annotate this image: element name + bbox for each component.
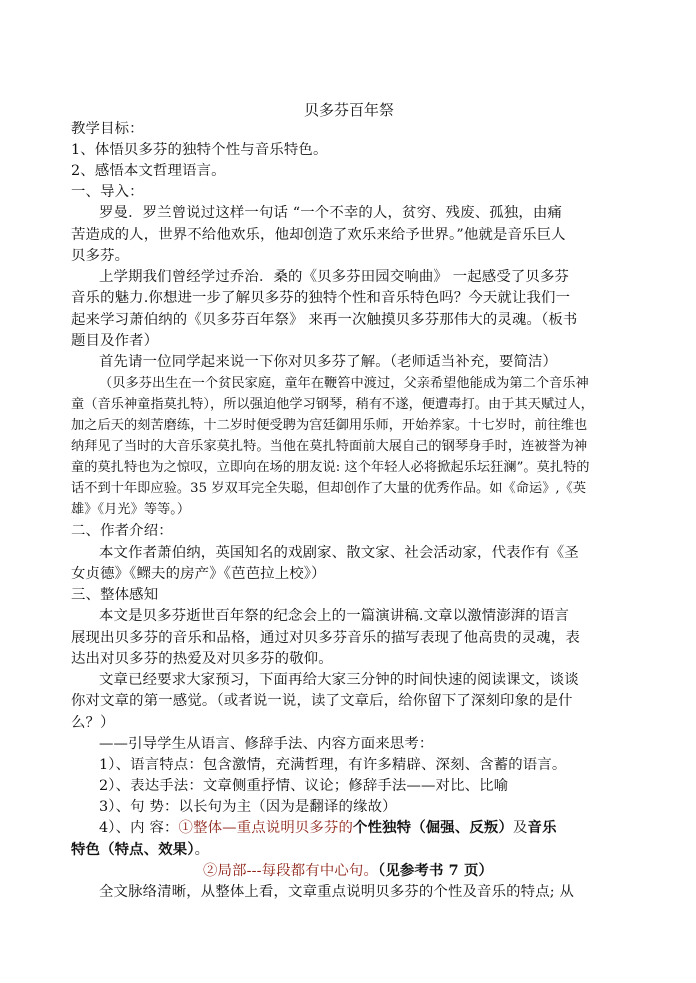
sentence-line: 3）、句 势：以长句为主（因为是翻译的缘故） (99, 799, 397, 815)
guide-line: ——引导学生从语言、修辞手法、内容方面来思考： (99, 736, 434, 752)
paragraph-line: 全文脉络清晰，从整体上看，文章重点说明贝多芬的个性及音乐的特点; 从 (99, 884, 575, 900)
paragraph-line: 文章已经要求大家预习，下面再给大家三分钟的时间快速的阅读课文，谈谈 (99, 672, 579, 688)
section-intro-heading: 一、导入： (71, 184, 144, 200)
paragraph-line: 首先请一位同学起来说一下你对贝多芬了解。（老师适当补充，要简洁） (99, 354, 558, 370)
section-overview-heading: 三、整体感知 (71, 587, 159, 603)
paragraph-line: 展现出贝多芬的音乐和品格，通过对贝多芬音乐的描写表现了他高贵的灵魂，表 (71, 630, 580, 646)
content-prefix: 4）、内 容： (99, 820, 179, 836)
paragraph-line: 贝多芬。 (71, 248, 130, 264)
content-music-features: 特色（特点、效果） (71, 841, 195, 858)
expression-line: 2）、表达手法：文章侧重抒情、议论；修辞手法——对比、比喻 (99, 778, 509, 794)
content-line-2 (71, 839, 209, 861)
paragraph-line: 达出对贝多芬的热爱及对贝多芬的敬仰。 (71, 651, 333, 667)
local-central-sentence: ②局部---每段都有中心句。 (203, 863, 378, 879)
paragraph-line: 本文作者萧伯纳，英国知名的戏剧家、散文家、社会活动家，代表作有《圣 (99, 545, 579, 561)
section-author-heading: 二、作者介绍： (71, 523, 173, 539)
objective-2: 2、感悟本文哲理语言。 (71, 163, 226, 179)
paragraph-line: 起来学习萧伯纳的《贝多芬百年祭》 来再一次触摸贝多芬那伟大的灵魂。（板书 (71, 312, 578, 328)
bio-line: 童（音乐神童指莫扎特），所以强迫他学习钢琴，稍有不遂，便遭毒打。由于其天赋过人， (71, 397, 594, 412)
content-music: 音乐 (527, 819, 557, 836)
bio-line: 加之后天的刻苦磨练，十二岁时便受聘为宫廷御用乐师，开始养家。十七岁时，前往维也 (71, 418, 588, 433)
language-feature-line: 1）、语言特点：包含激情，充满哲理，有许多精辟、深刻、含蓄的语言。 (99, 757, 567, 773)
paragraph-line: 上学期我们曾经学过乔治．桑的《贝多芬田园交响曲》 一起感受了贝多芬 (99, 269, 570, 285)
paragraph-line: 音乐的魅力.你想进一步了解贝多芬的独特个性和音乐特色吗？今天就让我们一 (71, 290, 571, 306)
paragraph-line: 本文是贝多芬逝世百年祭的纪念会上的一篇演讲稿.文章以激情澎湃的语言 (99, 608, 570, 624)
content-and: 及 (513, 820, 528, 836)
objectives-heading: 教学目标： (71, 121, 144, 137)
local-reference: （见参考书 7 页） (378, 862, 494, 879)
content-overall: ①整体—重点说明贝多芬的 (178, 820, 354, 836)
objective-1: 1、体悟贝多芬的独特个性与音乐特色。 (71, 142, 328, 158)
paragraph-line: 你对文章的第一感觉。（或者说一说，读了文章后，给你留下了深刻印象的是什 (71, 693, 573, 709)
paragraph-line: 苦造成的人，世界不给他欢乐，他却创造了欢乐来给予世界。”他就是音乐巨人 (71, 227, 566, 243)
bio-line: 话不到十年即应验。35 岁双耳完全失聪，但却创作了大量的优秀作品。如《命运》,《英 (71, 481, 587, 496)
local-line (203, 860, 493, 882)
bio-line: （贝多芬出生在一个贫民家庭，童年在鞭笞中渡过，父亲希望他能成为第二个音乐神 (99, 376, 589, 391)
bio-line: 童的莫扎特也为之惊叹，立即向在场的朋友说: 这个年轻人必将掀起乐坛狂澜”。莫扎特的 (71, 460, 590, 475)
bio-line: 雄》《月光》等等。） (71, 502, 191, 517)
content-period: 。 (194, 842, 210, 858)
paragraph-line: 女贞德》《鳏夫的房产》《芭芭拉上校》） (71, 566, 326, 582)
content-line (99, 817, 557, 839)
paragraph-line: 么？） (71, 715, 115, 731)
content-personality: 个性独特（倔强、反叛） (353, 819, 513, 836)
page-title: 贝多芬百年祭 (303, 101, 394, 119)
paragraph-line: 罗曼．罗兰曾说过这样一句话 “一个不幸的人，贫穷、残废、孤独，由痛 (99, 205, 562, 221)
bio-line: 纳拜见了当时的大音乐家莫扎特。当他在莫扎特面前大展自己的钢琴身手时，连被誉为神 (71, 439, 588, 454)
paragraph-line: 题目及作者） (71, 333, 159, 349)
